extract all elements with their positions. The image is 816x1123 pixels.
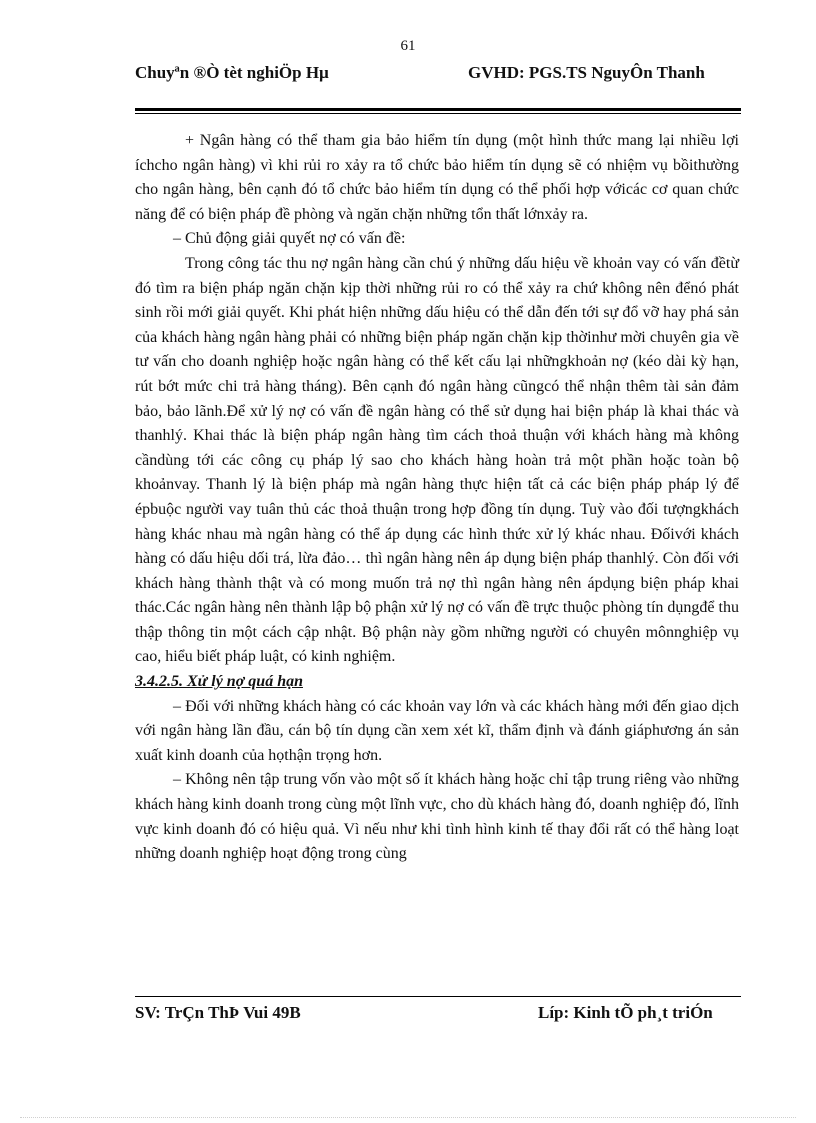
header-rule-thick bbox=[135, 108, 741, 111]
page-number: 61 bbox=[400, 38, 416, 54]
paragraph-problem-debt: Trong công tác thu nợ ngân hàng cần chú ý những dấu hiệu về khoản vay có vấn đềtừ đó tìm ra biện pháp ngăn chặn kịp thời những rủi ro có thể xảy ra chứ không nên đểnó phát sinh rồi mới giải quyết. Khi phát hiện những dấu hiệu có thể dẫn đến tới sự đổ vỡ hay phá sản của khách hàng ngân hàng phải có những biện pháp ngăn chặn kịp thờinhư mời chuyên gia về tư vấn cho doanh nghiệp hoặc ngân hàng có thể kết cấu lại nhữngkhoản nợ (kéo dài kỳ hạn, rút bớt mức chi trả hàng tháng). Bên cạnh đó ngân hàng cũngcó thể nhận thêm tài sản đảm bảo, bảo lãnh.Để xử lý nợ có vấn đề ngân hàng có thể sử dụng hai biện pháp là khai thác và thanhlý. Khai thác là biện pháp ngân hàng tìm cách thoả thuận với khách hàng mà không cầndùng tới các công cụ pháp lý sao cho khách hàng hoàn trả một phần hoặc toàn bộ khoảnvay. Thanh lý là biện pháp mà ngân hàng thực hiện tất cả các biện pháp pháp lý để épbuộc người vay tuân thủ các thoả thuận trong hợp đồng tín dụng. Tuỳ vào đối tượngkhách hàng khác nhau mà ngân hàng có thể áp dụng các hình thức xử lý khác nhau. Đốivới khách hàng có dấu hiệu dối trá, lừa đảo… thì ngân hàng nên áp dụng biện pháp thanhlý. Còn đối với khách hàng thành thật và có mong muốn trả nợ thì ngân hàng nên ápdụng biện pháp khai thác.Các ngân hàng nên thành lập bộ phận xử lý nợ có vấn đề trực thuộc phòng tín dụngđể thu thập thông tin một cách cập nhật. Bộ phận này gồm những người có chuyên mônnghiệp vụ cao, hiểu biết pháp luật, có kinh nghiệm. bbox=[135, 254, 739, 666]
paragraph-proactive-heading: – Chủ động giải quyết nợ có vấn đề: bbox=[173, 230, 406, 248]
footer-rule bbox=[135, 996, 741, 997]
header-title: Chuyªn ®Ò tèt nghiÖp Hµ bbox=[135, 63, 329, 82]
paragraph-insurance: + Ngân hàng có thể tham gia bảo hiểm tín dụng (một hình thức mang lại nhiều lợi íchcho ngân hàng) vì khi rủi ro xảy ra tổ chức bảo hiểm tín dụng sẽ có nhiệm vụ bồithường cho ngân hàng, bên cạnh đó tổ chức bảo hiểm tín dụng có thể phối hợp vớicác cơ quan chức năng để có biện pháp đề phòng và ngăn chặn những tổn thất lớnxảy ra. bbox=[135, 132, 739, 223]
footer-class: Líp: Kinh tÕ ph¸t triÓn bbox=[538, 1003, 713, 1022]
section-heading: 3.4.2.5. Xử lý nợ quá hạn bbox=[135, 673, 303, 691]
page-edge-dotted-line bbox=[20, 1117, 796, 1118]
footer-student: SV: TrÇn ThÞ Vui 49B bbox=[135, 1003, 301, 1022]
document-body bbox=[135, 129, 739, 867]
paragraph-large-loans: – Đối với những khách hàng có các khoản vay lớn và các khách hàng mới đến giao dịch với ngân hàng lần đầu, cán bộ tín dụng cần xem xét kĩ, thẩm định và đánh giáphương án sản xuất kinh doanh của họthận trọng hơn. bbox=[135, 697, 739, 764]
header-advisor: GVHD: PGS.TS NguyÔn Thanh bbox=[468, 63, 705, 82]
paragraph-concentration: – Không nên tập trung vốn vào một số ít khách hàng hoặc chỉ tập trung riêng vào những khách hàng kinh doanh trong cùng một lĩnh vực, cho dù khách hàng đó, doanh nghiệp đó, lĩnh vực kinh doanh đó có hiệu quả. Vì nếu như khi tình hình kinh tế thay đổi rất có thể hàng loạt những doanh nghiệp hoạt động trong cùng bbox=[135, 771, 739, 863]
header-rule-thin bbox=[135, 113, 741, 114]
